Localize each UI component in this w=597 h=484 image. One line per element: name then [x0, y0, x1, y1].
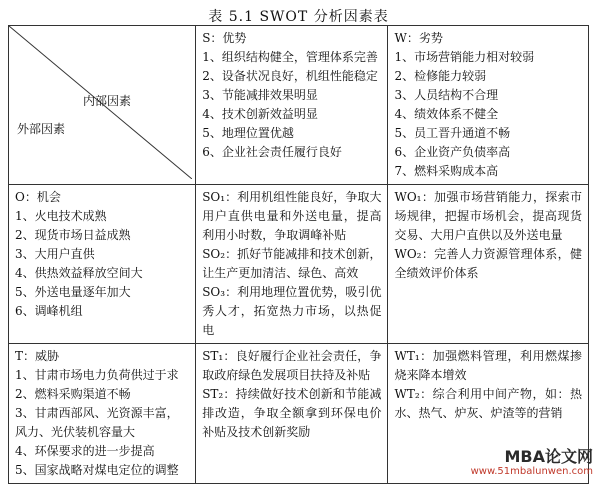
- strengths-cell: [196, 26, 388, 185]
- list-item: 4、技术创新效益明显: [202, 107, 318, 121]
- wo-strategy-item: WO₁：加强市场营销能力，探索市场规律，把握市场机会，提高现货交易、大用户直供以及外送电量: [394, 190, 582, 242]
- list-item: 风力、光伏装机容量大: [15, 425, 136, 439]
- list-item: 1、市场营销能力相对较弱: [394, 50, 535, 64]
- list-item: 3、甘肃西部风、光资源丰富，: [15, 406, 179, 420]
- list-item: 4、供热效益释放空间大: [15, 266, 143, 280]
- so-strategy-cell: [196, 185, 388, 344]
- list-item: 1、甘肃市场电力负荷供过于求: [15, 368, 179, 382]
- list-item: 5、员工晋升通道不畅: [394, 126, 511, 140]
- wt-strategy-item: WT₁：加强燃料管理，利用燃煤掺烧来降本增效: [394, 349, 582, 382]
- list-item: 5、地理位置优越: [202, 126, 294, 140]
- weaknesses-heading: W：劣势: [394, 31, 443, 45]
- list-item: 2、现货市场日益成熟: [15, 228, 131, 242]
- table-row-opportunities: [9, 185, 589, 344]
- list-item: 4、绩效体系不健全: [394, 107, 499, 121]
- list-item: 2、燃料采购渠道不畅: [15, 387, 131, 401]
- wo-strategy-cell: [388, 185, 589, 344]
- list-item: 5、国家战略对煤电定位的调整: [15, 463, 179, 477]
- diagonal-header-cell: [9, 26, 196, 185]
- watermark-site: www.51mbalunwen.com: [470, 466, 593, 477]
- threats-heading: T：威胁: [15, 349, 60, 363]
- strengths-heading: S：优势: [202, 31, 247, 45]
- st-strategy-cell: [196, 344, 388, 484]
- list-item: 2、检修能力较弱: [394, 69, 487, 83]
- list-item: 4、环保要求的进一步提高: [15, 444, 155, 458]
- list-item: 7、燃料采购成本高: [394, 164, 499, 178]
- list-item: 3、大用户直供: [15, 247, 95, 261]
- internal-factors-label: 内部因素: [83, 94, 132, 108]
- list-item: 3、人员结构不合理: [394, 88, 499, 102]
- wt-strategy-item: WT₂：综合利用中间产物，如：热水、热气、炉灰、炉渣等的营销: [394, 387, 582, 420]
- table-row-header: [9, 26, 589, 185]
- so-strategy-item: SO₁：利用机组性能良好，争取大用户直供电量和外送电量，提高利用小时数，争取调峰补贴: [202, 190, 382, 242]
- st-strategy-item: ST₁：良好履行企业社会责任，争取政府绿色发展项目扶持及补贴: [202, 349, 382, 382]
- list-item: 6、调峰机组: [15, 304, 83, 318]
- list-item: 3、节能减排效果明显: [202, 88, 318, 102]
- list-item: 1、火电技术成熟: [15, 209, 107, 223]
- opportunities-heading: O：机会: [15, 190, 61, 204]
- list-item: 5、外送电量逐年加大: [15, 285, 131, 299]
- table-title: 表 5.1 SWOT 分析因素表: [208, 9, 389, 25]
- list-item: 6、企业社会责任履行良好: [202, 145, 342, 159]
- so-strategy-item: SO₃：利用地理位置优势，吸引优秀人才，拓宽热力市场，以热促电: [202, 285, 382, 337]
- opportunities-cell: [9, 185, 196, 344]
- st-strategy-item: ST₂：持续做好技术创新和节能减排改造，争取全额拿到环保电价补贴及技术创新奖励: [202, 387, 382, 439]
- list-item: 2、设备状况良好，机组性能稳定: [202, 69, 378, 83]
- watermark: [471, 448, 593, 478]
- watermark-brand: MBA论文网: [504, 447, 593, 466]
- so-strategy-item: SO₂：抓好节能减排和技术创新，让生产更加清洁、绿色、高效: [202, 247, 382, 280]
- external-factors-label: 外部因素: [17, 122, 66, 136]
- threats-cell: [9, 344, 196, 484]
- list-item: 1、组织结构健全，管理体系完善: [202, 50, 378, 64]
- list-item: 6、企业资产负债率高: [394, 145, 511, 159]
- wo-strategy-item: WO₂：完善人力资源管理体系，健全绩效评价体系: [394, 247, 582, 280]
- swot-table: [8, 25, 589, 484]
- weaknesses-cell: [388, 26, 589, 185]
